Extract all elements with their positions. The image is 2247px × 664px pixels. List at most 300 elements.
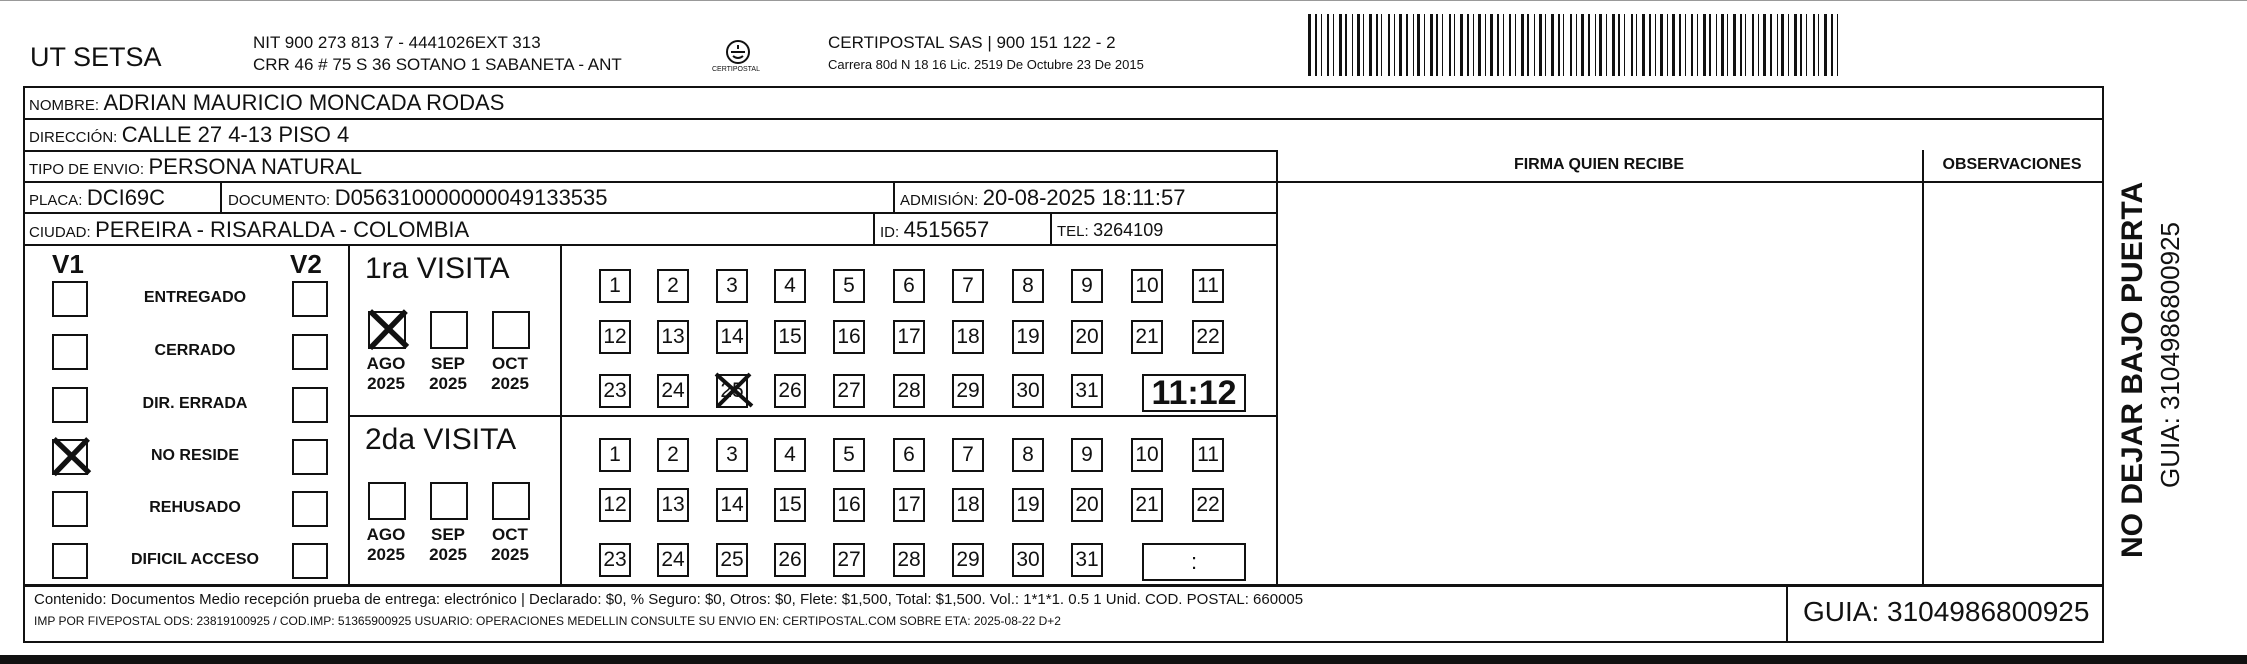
- day-box[interactable]: [657, 320, 689, 354]
- side-warning: NO DEJAR BAJO PUERTA: [2116, 181, 2149, 558]
- day-box[interactable]: [1012, 543, 1044, 577]
- barcode-bar: [1667, 14, 1668, 76]
- day-number: 22: [1196, 493, 1220, 516]
- barcode-bar: [1490, 14, 1493, 76]
- barcode-bar: [1551, 14, 1554, 76]
- firma-label: FIRMA QUIEN RECIBE: [1513, 156, 1685, 173]
- barcode-bar: [1733, 14, 1736, 76]
- day-number: 18: [956, 325, 980, 348]
- month-checkbox[interactable]: [430, 482, 468, 520]
- day-box[interactable]: [952, 543, 984, 577]
- day-box[interactable]: [1071, 320, 1103, 354]
- barcode-bar: [1467, 14, 1469, 76]
- admision-value: 20-08-2025 18:11:57: [982, 185, 1186, 210]
- rule: [1922, 150, 1924, 584]
- barcode-bar: [1697, 14, 1698, 76]
- barcode-bar: [1406, 14, 1408, 76]
- day-box[interactable]: [1071, 543, 1103, 577]
- day-number: 23: [603, 379, 627, 402]
- placa-row: [29, 185, 165, 211]
- day-box[interactable]: [1192, 269, 1224, 303]
- barcode-bar: [1777, 14, 1778, 76]
- day-number: 24: [661, 548, 685, 571]
- barcode-bar: [1649, 14, 1651, 76]
- status-label: NO RESIDE: [150, 447, 239, 464]
- logo-text: CERTIPOSTAL: [712, 66, 760, 73]
- day-box[interactable]: [833, 438, 865, 472]
- day-number: 6: [903, 274, 915, 297]
- v2-label: V2: [290, 249, 322, 279]
- barcode-bar: [1636, 14, 1637, 76]
- day-number: 17: [897, 493, 921, 516]
- barcode-bar: [1831, 14, 1833, 76]
- v2-checkbox[interactable]: [292, 491, 328, 527]
- address-line: CRR 46 # 75 S 36 SOTANO 1 SABANETA - ANT: [253, 55, 622, 74]
- day-box[interactable]: [1192, 438, 1224, 472]
- tel-row: [1057, 220, 1163, 241]
- barcode-bar: [1588, 14, 1590, 76]
- day-number: 21: [1135, 325, 1159, 348]
- day-number: 26: [778, 548, 802, 571]
- barcode-bar: [1570, 14, 1572, 76]
- nombre-value: ADRIAN MAURICIO MONCADA RODAS: [103, 90, 505, 115]
- day-number: 5: [843, 443, 855, 466]
- day-box[interactable]: [1192, 488, 1224, 522]
- day-box[interactable]: [657, 269, 689, 303]
- rule: [25, 118, 2102, 120]
- admision-row: [900, 185, 1185, 211]
- day-number: 28: [897, 379, 921, 402]
- id-row: [880, 217, 989, 243]
- barcode-bar: [1612, 14, 1615, 76]
- day-number: 15: [778, 493, 802, 516]
- x-mark-icon: [366, 307, 410, 351]
- month-label: [480, 525, 540, 565]
- month-label: [418, 354, 478, 394]
- top-rule: [0, 0, 2247, 1]
- barcode-bar: [1618, 14, 1620, 76]
- barcode-bar: [1606, 14, 1607, 76]
- ciudad-value: PEREIRA - RISARALDA - COLOMBIA: [95, 217, 470, 242]
- footer-print-line: IMP POR FIVEPOSTAL ODS: 23819100925 / COD.IMP: 51365900925 USUARIO: OPERACIONES MEDELLIN CONSULTE SU ENVIO EN: CERTIPOSTAL.COM SOBRE ETA: 2025-08-22 D+2: [34, 614, 1061, 628]
- barcode-bar: [1436, 14, 1438, 76]
- x-mark-icon: [712, 370, 756, 410]
- day-box[interactable]: [599, 320, 631, 354]
- day-box[interactable]: [716, 438, 748, 472]
- day-box[interactable]: [1012, 269, 1044, 303]
- barcode-bar: [1800, 14, 1802, 76]
- barcode-bar: [1534, 14, 1535, 76]
- barcode-bar: [1758, 14, 1759, 76]
- barcode-bar: [1595, 14, 1596, 76]
- barcode-bar: [1460, 14, 1463, 76]
- day-box[interactable]: [1071, 374, 1103, 408]
- rule: [1050, 212, 1052, 244]
- nit-line: NIT 900 273 813 7 - 4441026EXT 313: [253, 33, 541, 52]
- carrier-name: CERTIPOSTAL SAS | 900 151 122 - 2: [828, 33, 1116, 52]
- nombre-label: NOMBRE:: [29, 97, 100, 114]
- barcode-bar: [1709, 14, 1711, 76]
- day-box[interactable]: [952, 488, 984, 522]
- time-field[interactable]: 11:12: [1142, 374, 1246, 412]
- barcode-bar: [1339, 14, 1342, 76]
- footer-content-line: Contenido: Documentos Medio recepción prueba de entrega: electrónico | Declarado: $0, % Seguro: $0, Otros: $0, Flete: $1,500, Total: $1,500. Vol.: 1*1*1. 0.5 1 Unid. COD. POSTAL: 660005: [34, 591, 1304, 608]
- day-box[interactable]: [599, 374, 631, 408]
- barcode-bar: [1806, 14, 1807, 76]
- footer-guia: GUIA: 3104986800925: [1803, 596, 2090, 627]
- barcode-bar: [1727, 14, 1728, 76]
- barcode-bar: [1485, 14, 1486, 76]
- rule: [350, 415, 1278, 417]
- barcode-bar: [1388, 14, 1390, 76]
- rule: [873, 212, 875, 244]
- day-number: 30: [1016, 379, 1040, 402]
- day-box[interactable]: [657, 374, 689, 408]
- day-box[interactable]: [1071, 269, 1103, 303]
- barcode-bar: [1631, 14, 1633, 76]
- barcode-bar: [1369, 14, 1372, 76]
- day-box[interactable]: [1012, 374, 1044, 408]
- barcode-bar: [1321, 14, 1322, 76]
- barcode-bar: [1721, 14, 1724, 76]
- day-number: 1: [609, 443, 621, 466]
- day-box[interactable]: [774, 269, 806, 303]
- carrier-info: [828, 32, 1144, 76]
- barcode-bar: [1527, 14, 1529, 76]
- v2-checkbox[interactable]: [292, 334, 328, 370]
- status-label: CERRADO: [154, 342, 236, 359]
- barcode-bar: [1509, 14, 1511, 76]
- day-box[interactable]: [1131, 320, 1163, 354]
- day-number: 10: [1135, 274, 1159, 297]
- day-box[interactable]: [774, 543, 806, 577]
- day-box[interactable]: [952, 269, 984, 303]
- barcode: [1308, 14, 1846, 76]
- company-info: [253, 32, 622, 76]
- barcode-bar: [1781, 14, 1784, 76]
- barcode-bar: [1424, 14, 1425, 76]
- direccion-value: CALLE 27 4-13 PISO 4: [121, 122, 350, 147]
- placa-value: DCI69C: [86, 185, 166, 210]
- day-box[interactable]: [893, 488, 925, 522]
- tipo-label: TIPO DE ENVIO:: [29, 161, 145, 178]
- barcode-bar: [1478, 14, 1481, 76]
- day-box[interactable]: [599, 269, 631, 303]
- day-box[interactable]: [893, 543, 925, 577]
- day-number: 2: [667, 274, 679, 297]
- day-number: 24: [661, 379, 685, 402]
- day-number: 23: [603, 548, 627, 571]
- day-box[interactable]: [952, 438, 984, 472]
- day-number: 9: [1081, 274, 1093, 297]
- nombre-row: [29, 90, 504, 116]
- barcode-bar: [1430, 14, 1433, 76]
- day-box[interactable]: [774, 438, 806, 472]
- day-box[interactable]: [1071, 438, 1103, 472]
- day-number: 13: [661, 493, 685, 516]
- month-year: 2025: [491, 545, 529, 564]
- visit-title: 2da VISITA: [365, 423, 517, 456]
- barcode-bar: [1381, 14, 1382, 76]
- barcode-bar: [1539, 14, 1542, 76]
- v1-checkbox[interactable]: [52, 439, 88, 475]
- day-box[interactable]: [657, 488, 689, 522]
- barcode-bar: [1521, 14, 1524, 76]
- month-checkbox[interactable]: [430, 311, 468, 349]
- barcode-bar: [1672, 14, 1675, 76]
- day-box[interactable]: [774, 374, 806, 408]
- v1-checkbox[interactable]: [52, 281, 88, 317]
- barcode-bar: [1752, 14, 1754, 76]
- rule: [25, 244, 1277, 246]
- month-year: 2025: [367, 374, 405, 393]
- barcode-bar: [1363, 14, 1364, 76]
- ciudad-label: CIUDAD:: [29, 224, 91, 241]
- v1-label: V1: [52, 249, 84, 279]
- tel-value: 3264109: [1093, 220, 1164, 240]
- day-box[interactable]: [833, 374, 865, 408]
- day-box[interactable]: [1131, 488, 1163, 522]
- documento-label: DOCUMENTO:: [228, 192, 331, 209]
- day-box[interactable]: [599, 543, 631, 577]
- day-box[interactable]: [1131, 438, 1163, 472]
- id-label: ID:: [880, 224, 900, 241]
- month-name: OCT: [492, 354, 528, 373]
- barcode-bar: [1515, 14, 1516, 76]
- day-box[interactable]: [893, 438, 925, 472]
- v2-checkbox[interactable]: [292, 387, 328, 423]
- barcode-bar: [1442, 14, 1443, 76]
- rule: [348, 244, 350, 584]
- day-number: 28: [897, 548, 921, 571]
- day-number: 6: [903, 443, 915, 466]
- day-box[interactable]: [952, 374, 984, 408]
- day-number: 7: [962, 443, 974, 466]
- rule: [25, 212, 1277, 214]
- admision-label: ADMISIÓN:: [900, 192, 979, 209]
- rule: [25, 181, 2102, 183]
- day-number: 5: [843, 274, 855, 297]
- day-number: 29: [956, 548, 980, 571]
- carrier-license: Carrera 80d N 18 16 Lic. 2519 De Octubre 23 De 2015: [828, 57, 1144, 72]
- barcode-bar: [1624, 14, 1625, 76]
- barcode-bar: [1497, 14, 1499, 76]
- status-label: DIR. ERRADA: [142, 395, 248, 412]
- barcode-bar: [1357, 14, 1360, 76]
- barcode-bar: [1376, 14, 1378, 76]
- month-label: [356, 354, 416, 394]
- day-number: 13: [661, 325, 685, 348]
- month-name: SEP: [430, 354, 466, 373]
- v1-checkbox[interactable]: [52, 491, 88, 527]
- day-box[interactable]: [774, 320, 806, 354]
- barcode-bar: [1563, 14, 1564, 76]
- day-number: 11: [1197, 443, 1219, 466]
- day-box[interactable]: [1192, 320, 1224, 354]
- day-box[interactable]: [599, 438, 631, 472]
- status-label: ENTREGADO: [143, 289, 247, 306]
- month-name: AGO: [366, 354, 406, 373]
- month-label: [356, 525, 416, 565]
- barcode-bar: [1691, 14, 1693, 76]
- day-box[interactable]: [716, 269, 748, 303]
- day-number: 18: [956, 493, 980, 516]
- day-number: 8: [1022, 274, 1034, 297]
- barcode-bar: [1503, 14, 1504, 76]
- day-number: 30: [1016, 548, 1040, 571]
- month-checkbox[interactable]: [368, 482, 406, 520]
- day-number: 14: [720, 325, 744, 348]
- day-box[interactable]: [893, 374, 925, 408]
- barcode-bar: [1545, 14, 1546, 76]
- placa-label: PLACA:: [29, 192, 83, 209]
- day-box[interactable]: [893, 320, 925, 354]
- month-label: [418, 525, 478, 565]
- barcode-bar: [1333, 14, 1334, 76]
- day-number: 31: [1075, 379, 1099, 402]
- day-number: 8: [1022, 443, 1034, 466]
- day-box[interactable]: [657, 438, 689, 472]
- documento-row: [228, 185, 608, 211]
- month-name: SEP: [430, 525, 466, 544]
- barcode-bar: [1745, 14, 1746, 76]
- day-box[interactable]: [657, 543, 689, 577]
- day-box[interactable]: [1012, 438, 1044, 472]
- day-number: 16: [837, 493, 861, 516]
- barcode-bar: [1824, 14, 1827, 76]
- day-number: 7: [962, 274, 974, 297]
- barcode-bar: [1703, 14, 1706, 76]
- day-number: 12: [603, 493, 627, 516]
- rule: [560, 244, 562, 584]
- barcode-bar: [1399, 14, 1402, 76]
- barcode-bar: [1576, 14, 1577, 76]
- x-mark-icon: [50, 435, 92, 477]
- v1-checkbox[interactable]: [52, 543, 88, 579]
- day-number: 15: [778, 325, 802, 348]
- barcode-bar: [1315, 14, 1317, 76]
- tipo-row: [29, 154, 362, 180]
- day-box[interactable]: [1131, 269, 1163, 303]
- day-number: 21: [1135, 493, 1159, 516]
- barcode-bar: [1763, 14, 1766, 76]
- barcode-bar: [1327, 14, 1329, 76]
- barcode-bar: [1417, 14, 1420, 76]
- day-number: 27: [837, 379, 861, 402]
- v1-checkbox[interactable]: [52, 387, 88, 423]
- day-box[interactable]: [599, 488, 631, 522]
- rule: [25, 150, 1277, 152]
- day-box[interactable]: [1012, 320, 1044, 354]
- barcode-bar: [1558, 14, 1560, 76]
- documento-value: D056310000000049133535: [334, 185, 608, 210]
- time-field[interactable]: :: [1142, 543, 1246, 581]
- barcode-bar: [1642, 14, 1645, 76]
- day-box[interactable]: [833, 320, 865, 354]
- barcode-bar: [1413, 14, 1414, 76]
- day-number: 2: [667, 443, 679, 466]
- day-box[interactable]: [716, 374, 748, 408]
- day-box[interactable]: [833, 269, 865, 303]
- day-box[interactable]: [893, 269, 925, 303]
- day-number: 16: [837, 325, 861, 348]
- month-checkbox[interactable]: [492, 482, 530, 520]
- month-year: 2025: [429, 374, 467, 393]
- v2-checkbox[interactable]: [292, 439, 328, 475]
- barcode-bar: [1345, 14, 1347, 76]
- barcode-bar: [1352, 14, 1353, 76]
- day-box[interactable]: [833, 543, 865, 577]
- day-box[interactable]: [716, 320, 748, 354]
- tipo-value: PERSONA NATURAL: [148, 154, 363, 179]
- direccion-row: [29, 122, 349, 148]
- day-box[interactable]: [952, 320, 984, 354]
- day-number: 4: [784, 274, 796, 297]
- day-box[interactable]: [774, 488, 806, 522]
- barcode-bar: [1794, 14, 1797, 76]
- day-box[interactable]: [716, 488, 748, 522]
- month-name: OCT: [492, 525, 528, 544]
- id-value: 4515657: [903, 217, 990, 242]
- month-year: 2025: [491, 374, 529, 393]
- day-number: 25: [720, 379, 744, 402]
- barcode-bar: [1716, 14, 1717, 76]
- bottom-edge: [0, 655, 2247, 664]
- day-box[interactable]: [833, 488, 865, 522]
- day-box[interactable]: [1071, 488, 1103, 522]
- barcode-bar: [1685, 14, 1686, 76]
- day-number: 22: [1196, 325, 1220, 348]
- day-number: 26: [778, 379, 802, 402]
- day-number: 3: [726, 274, 738, 297]
- barcode-bar: [1599, 14, 1602, 76]
- day-number: 14: [720, 493, 744, 516]
- v1-checkbox[interactable]: [52, 334, 88, 370]
- day-number: 20: [1075, 493, 1099, 516]
- barcode-bar: [1454, 14, 1455, 76]
- barcode-bar: [1449, 14, 1451, 76]
- barcode-bar: [1473, 14, 1474, 76]
- day-number: 12: [603, 325, 627, 348]
- month-year: 2025: [367, 545, 405, 564]
- v2-checkbox[interactable]: [292, 281, 328, 317]
- day-number: 11: [1197, 274, 1219, 297]
- barcode-bar: [1788, 14, 1789, 76]
- status-label: REHUSADO: [149, 499, 241, 516]
- month-checkbox[interactable]: [492, 311, 530, 349]
- barcode-bar: [1394, 14, 1395, 76]
- day-box[interactable]: [1012, 488, 1044, 522]
- day-box[interactable]: [716, 543, 748, 577]
- day-number: 9: [1081, 443, 1093, 466]
- day-number: 19: [1016, 493, 1040, 516]
- v2-checkbox[interactable]: [292, 543, 328, 579]
- side-guia: GUIA: 3104986800925: [2155, 222, 2185, 488]
- month-checkbox[interactable]: [368, 311, 406, 349]
- day-number: 27: [837, 548, 861, 571]
- day-number: 31: [1075, 548, 1099, 571]
- day-number: 10: [1135, 443, 1159, 466]
- ciudad-row: [29, 217, 469, 243]
- rule: [893, 181, 895, 212]
- visit-title: 1ra VISITA: [365, 252, 510, 285]
- barcode-bar: [1740, 14, 1742, 76]
- barcode-bar: [1581, 14, 1584, 76]
- month-label: [480, 354, 540, 394]
- barcode-bar: [1837, 14, 1838, 76]
- tel-label: TEL:: [1057, 223, 1089, 240]
- barcode-bar: [1679, 14, 1681, 76]
